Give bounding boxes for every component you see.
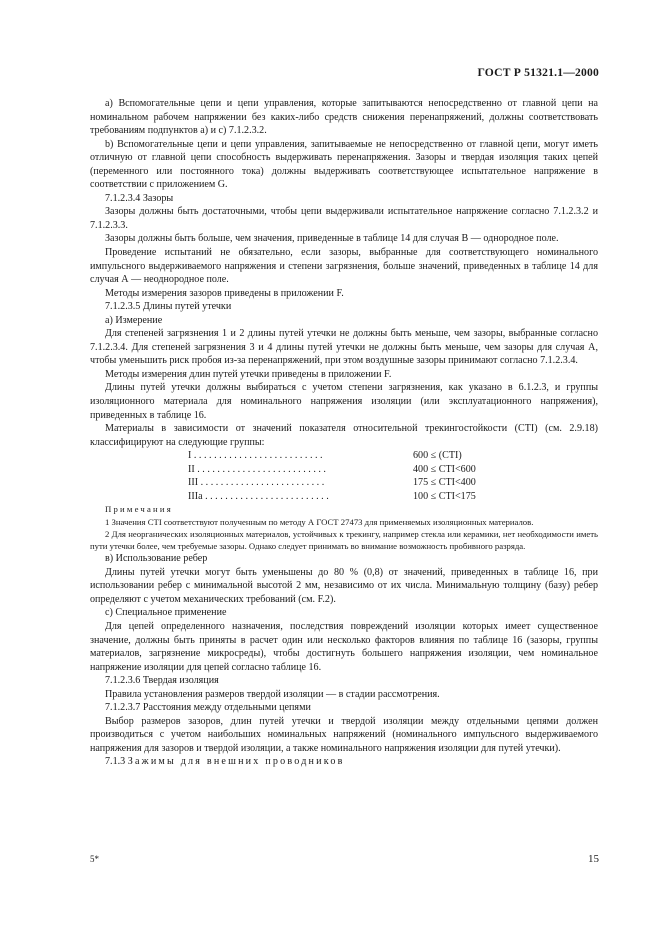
note-item: 1 Значения CTI соответствуют полученным по методу А ГОСТ 27473 для применяемых изоляционных материалов. <box>105 516 534 527</box>
paragraph: Правила установления размеров твердой изоляции — в стадии рассмотрения. <box>105 688 440 700</box>
paragraph: Методы измерения зазоров приведены в приложении F. <box>105 287 344 299</box>
paragraph: b) Вспомогательные цепи и цепи управления, запитываемые не непосредственно от главной цепи, могут иметь отличную от главной цепи способность выдерживать перенапряжения. Зазоры и твердая изоляция таких цепей (переменного или постоянного тока) должны выдерживать соответствующее испытательное напряжение в соответствии с приложением G. <box>90 138 598 191</box>
note-item: 2 Для неорганических изоляционных материалов, устойчивых к трекингу, например стекла или керамики, нет необходимости иметь пути утечки более, чем требуемые зазоры. Однако следует принимать во внимание возможность пробивного разряда. <box>90 528 598 552</box>
group-cti-range: 175 ≤ CTI<400 <box>413 477 476 489</box>
item-heading: с) Специальное применение <box>105 607 227 619</box>
paragraph: Длины путей утечки могут быть уменьшены до 80 % (0,8) от значений, приведенных в таблице 16, при использовании ребер с минимальной высотой 2 мм, независимо от их числа. Минимальную толщину (базу) ребер определяют с учетом механических требований (см. F.2). <box>90 566 598 605</box>
group-label: II . . . . . . . . . . . . . . . . . . . . . . . . . . <box>188 463 326 475</box>
paragraph: Материалы в зависимости от значений показателя относительной трекингостойкости (CTI) (см. 2.9.18) классифицируют на следующие группы: <box>90 423 598 448</box>
item-heading: в) Использование ребер <box>105 553 208 565</box>
material-group-row <box>188 490 510 504</box>
item-heading: а) Измерение <box>105 314 163 326</box>
paragraph: Выбор размеров зазоров, длин путей утечки и твердой изоляции между отдельными цепями должен производиться с учетом наибольших номинальных напряжений (номинального импульсного выдерживаемого напряжения для зазоров и твердой изоляции, а также номинального напряжения изоляции для путей утечки). <box>90 715 598 754</box>
material-group-row <box>188 463 510 477</box>
paragraph: Длины путей утечки должны выбираться с учетом степени загрязнения, как указано в 6.1.2.3, и группы изоляционного материала для номинального напряжения изоляции (или эксплуатационного напряжения), приведенных в таблице 16. <box>90 382 598 421</box>
document-body <box>90 97 598 769</box>
group-cti-range: 600 ≤ (CTI) <box>413 450 462 462</box>
page-number: 15 <box>588 853 599 865</box>
group-label: III . . . . . . . . . . . . . . . . . . . . . . . . . <box>188 477 325 489</box>
standard-header: ГОСТ Р 51321.1—2000 <box>477 66 599 79</box>
paragraph: Для степеней загрязнения 1 и 2 длины путей утечки не должны быть меньше, чем зазоры, выбранные согласно 7.1.2.3.4. Для степеней загрязнения 3 и 4 длины путей утечки не должны быть меньше, чем зазоры для случая А, чтобы уменьшить риск пробоя из-за перенапряжений, при этом воздушные зазоры принимают согласно 7.1.2.3.4. <box>90 328 598 367</box>
material-groups-list <box>188 449 510 503</box>
paragraph: Зазоры должны быть достаточными, чтобы цепи выдерживали испытательное напряжение согласно 7.1.2.3.2 и 7.1.2.3.3. <box>90 206 598 231</box>
material-group-row <box>188 476 510 490</box>
subsection-heading: 7.1.2.3.6 Твердая изоляция <box>105 675 219 687</box>
group-cti-range: 100 ≤ CTI<175 <box>413 490 476 502</box>
subsection-heading: 7.1.2.3.7 Расстояния между отдельными цепями <box>105 702 311 714</box>
paragraph: а) Вспомогательные цепи и цепи управления, которые запитываются непосредственно от главной цепи на номинальном рабочем напряжении без каких-либо средств снижения перенапряжений, должны соответствовать требованиям подпунктов а) и с) 7.1.2.3.2. <box>90 98 598 137</box>
group-label: IIIa . . . . . . . . . . . . . . . . . . . . . . . . . <box>188 490 329 502</box>
material-group-row <box>188 449 510 463</box>
section-heading <box>90 755 598 769</box>
subsection-heading: 7.1.2.3.4 Зазоры <box>105 192 174 204</box>
notes-heading: Примечания <box>105 504 173 515</box>
paragraph: Проведение испытаний не обязательно, если зазоры, выбранные для соответствующего номинального импульсного выдерживаемого напряжения и степени загрязнения, больше значений, приведенных в таблице 14 для случая А — неоднородное поле. <box>90 247 598 286</box>
notes-block <box>90 503 598 552</box>
group-cti-range: 400 ≤ CTI<600 <box>413 463 476 475</box>
section-number: 7.1.3 <box>105 756 126 768</box>
sheet-mark: 5* <box>90 854 99 864</box>
paragraph: Методы измерения длин путей утечки приведены в приложении F. <box>105 368 392 380</box>
section-title: Зажимы для внешних проводников <box>127 756 345 768</box>
paragraph: Для цепей определенного назначения, последствия повреждений изоляции которых имеет существенное значение, должны быть приняты в расчет один или несколько факторов влияния по таблице 16 (зазоры, группы материалов, загрязнение микросреды), чтобы достигнуть большего напряжения изоляции, чем номинальное напряжение изоляции для цепей согласно таблице 16. <box>90 620 598 673</box>
group-label: I . . . . . . . . . . . . . . . . . . . . . . . . . . <box>188 450 323 462</box>
subsection-heading: 7.1.2.3.5 Длины путей утечки <box>105 301 232 313</box>
paragraph: Зазоры должны быть больше, чем значения, приведенные в таблице 14 для случая В — однородное поле. <box>105 233 559 245</box>
